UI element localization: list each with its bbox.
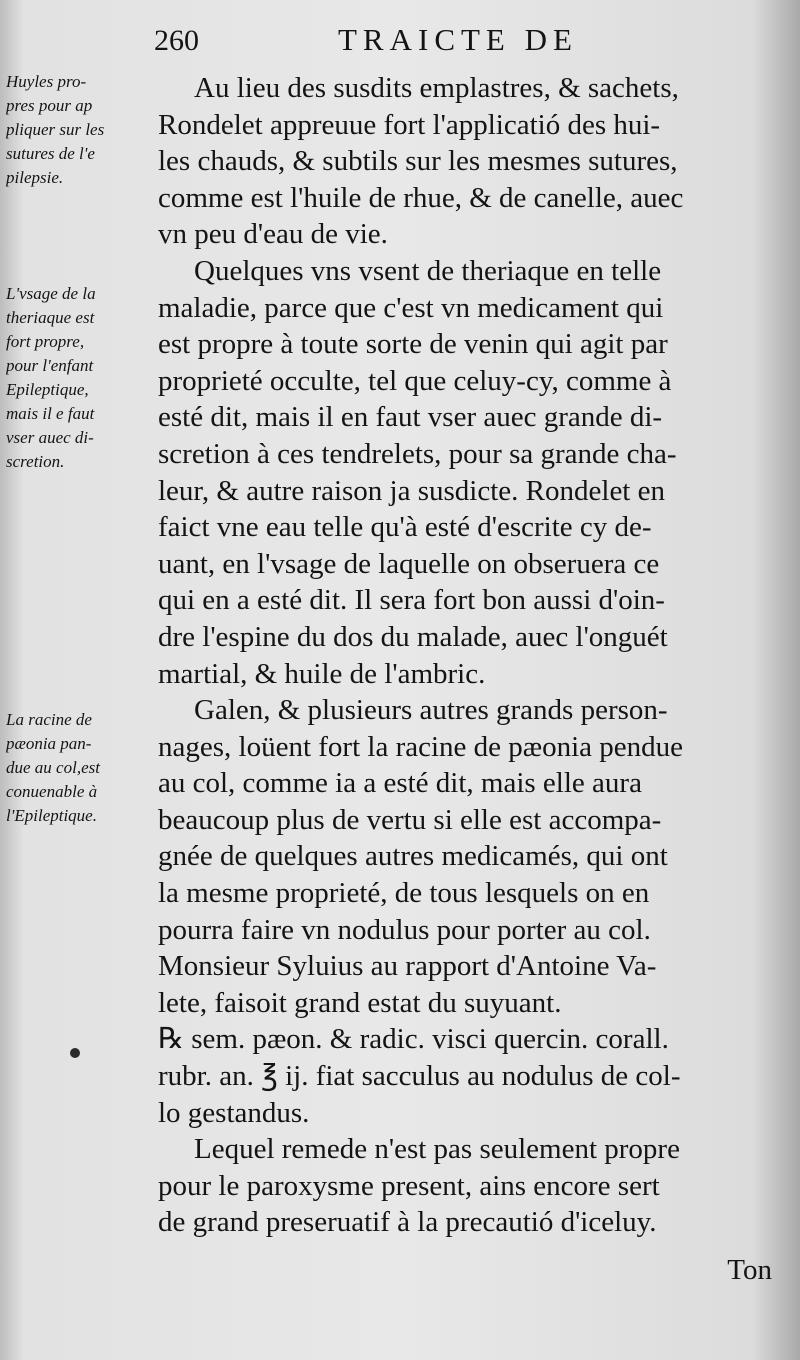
text-line: est propre à toute sorte de venin qui agit par [158, 328, 668, 361]
margin-note-huyles [6, 70, 152, 190]
margin-note-line: pres pour ap [6, 96, 93, 115]
main-text [158, 70, 783, 1241]
text-line: Monsieur Syluius au rapport d'Antoine Va- [158, 950, 657, 983]
text-line: dre l'espine du dos du malade, auec l'onguét [158, 620, 668, 653]
margin-note-line: Epileptique, [6, 380, 89, 399]
page-number: 260 [154, 24, 199, 57]
text-line: Lequel remede n'est pas seulement propre [194, 1133, 680, 1166]
text-line: les chauds, & subtils sur les mesmes sutures, [158, 145, 678, 178]
margin-note-line: fort propre, [6, 332, 85, 351]
text-line: ℞ sem. pæon. & radic. visci quercin. corall. [158, 1023, 669, 1056]
margin-note-line: theriaque est [6, 308, 95, 327]
text-line: la mesme proprieté, de tous lesquels on en [158, 877, 650, 910]
text-line: Rondelet appreuue fort l'applicatió des hui- [158, 108, 661, 141]
text-line: Galen, & plusieurs autres grands person- [194, 694, 668, 727]
running-head: TRAICTE DE [338, 22, 578, 57]
margin-note-line: vser auec di- [6, 428, 94, 447]
margin-note-paeonia [6, 708, 152, 828]
margin-note-line: pæonia pan- [6, 734, 92, 753]
ink-spot [70, 1048, 80, 1058]
catchword: Ton [727, 1254, 772, 1286]
text-line: pourra faire vn nodulus pour porter au col. [158, 913, 651, 946]
text-line: qui en a esté dit. Il sera fort bon aussi d'oin- [158, 584, 665, 617]
text-line: au col, comme ia a esté dit, mais elle aura [158, 767, 642, 800]
text-line: nages, loüent fort la racine de pæonia pendue [158, 730, 684, 763]
text-line: rubr. an. ℥ ij. fiat sacculus au nodulus de col- [158, 1060, 681, 1093]
page-header [150, 20, 790, 66]
text-line: Quelques vns vsent de theriaque en telle [194, 254, 662, 287]
text-line: pour le paroxysme present, ains encore sert [158, 1169, 660, 1202]
text-line: esté dit, mais il en faut vser auec grande di- [158, 401, 663, 434]
text-line: beaucoup plus de vertu si elle est accompa- [158, 803, 662, 836]
text-line: proprieté occulte, tel que celuy-cy, comme à [158, 364, 672, 397]
text-line: vn peu d'eau de vie. [158, 218, 388, 251]
margin-note-line: pour l'enfant [6, 356, 94, 375]
text-line: lo gestandus. [158, 1096, 310, 1129]
text-line: faict vne eau telle qu'à esté d'escrite cy de- [158, 511, 652, 544]
text-line: comme est l'huile de rhue, & de canelle, auec [158, 181, 684, 214]
text-line: martial, & huile de l'ambric. [158, 657, 486, 690]
margin-note-line: Huyles pro- [6, 72, 87, 91]
margin-note-line: l'Epileptique. [6, 806, 97, 825]
text-line: lete, faisoit grand estat du suyuant. [158, 986, 562, 1019]
margin-note-line: mais il e faut [6, 404, 95, 423]
margin-note-line: conuenable à [6, 782, 98, 801]
text-line: Au lieu des susdits emplastres, & sachets, [194, 72, 679, 104]
margin-note-theriaque [6, 282, 152, 474]
text-line: de grand preseruatif à la precautió d'iceluy. [158, 1206, 657, 1239]
margin-note-line: sutures de l'e [6, 144, 95, 163]
text-line: scretion à ces tendrelets, pour sa grande cha- [158, 437, 677, 470]
text-line: maladie, parce que c'est vn medicament qui [158, 291, 664, 324]
text-line: uant, en l'vsage de laquelle on obseruera ce [158, 547, 660, 580]
margin-note-line: L'vsage de la [6, 284, 96, 303]
margin-note-line: pliquer sur les [6, 120, 105, 139]
text-line: gnée de quelques autres medicamés, qui ont [158, 840, 668, 873]
margin-note-line: pilepsie. [6, 168, 64, 187]
margin-note-line: La racine de [6, 710, 92, 729]
margin-note-line: scretion. [6, 452, 65, 471]
margin-note-line: due au col,est [6, 758, 100, 777]
text-line: leur, & autre raison ja susdicte. Rondelet en [158, 474, 665, 507]
